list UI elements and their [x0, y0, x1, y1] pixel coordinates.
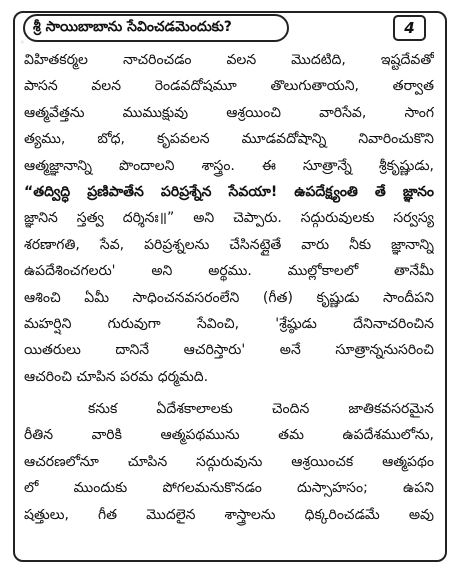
text-line: ఆచరించి చూపిన పరమ ధర్మమది. — [24, 368, 209, 385]
text-line: ఆత్మజ్ఞానాన్ని పొందాలని శాస్త్రం. ఈ సూత్రాన్నే శ్రీకృష్ణుడు, — [24, 157, 434, 174]
text-line: యితరులు దానినే ఆచరిస్తారు' అనే సూత్రాన్ననుసరించి — [24, 342, 434, 359]
sloka-line: “తద్విద్ధి ప్రణిపాతేన పరిప్రశ్నేన సేవయా! ఉపదేక్ష్యంతి తే జ్ఞానం — [24, 183, 434, 200]
text-line: పాసన వలన రెండవదోషమూ తొలుగుతాయని, తర్వాత — [24, 78, 434, 95]
text-line: కనుక ఏదేశకాలాలకు చెందిన జాతికవసరమైన — [88, 401, 434, 418]
text-line: ఆశించి ఏమీ సాధించనవసరంలేని (గీత) కృష్ణుడు సాందీపని — [24, 289, 434, 306]
body-text — [24, 47, 434, 528]
page-title-box — [23, 14, 289, 42]
text-line: మహర్షిని గురువుగా సేవించి, 'శ్రేష్ఠుడు దేనినాచరించిన — [24, 315, 434, 332]
text-line: ఆచరణలోనూ చూపిన సద్గురువును ఆశ్రయించక ఆత్మపథం — [24, 453, 434, 470]
text-line: ఆత్మవేత్తను ముముక్షువు ఆశ్రయించి వారిసేవ, సాంగ — [24, 104, 434, 121]
text-line: విహితకర్మల నాచరించడం వలన మొదటిది, ఇష్టదేవతో — [24, 52, 434, 68]
page-number: 4 — [393, 15, 426, 41]
text-line: లో ముందుకు పోగలమనుకొనడం దుస్సాహసం; ఉపని — [24, 480, 434, 497]
corner-mark: ◦ — [20, 38, 25, 47]
text-line: షత్తులు, గీత మొదలైన శాస్త్రాలను ధిక్కరించడమే అవు — [24, 506, 434, 523]
text-line: శరణాగతి, సేవ, పరిప్రశ్నలను చేసినట్లైతే వారు నీకు జ్ఞానాన్ని — [24, 236, 434, 253]
text-line: రీతిన వారికి ఆత్మపథమును తమ ఉపదేశములోను, — [24, 427, 434, 444]
text-line: త్యము, బోధ, కృపవలన మూడవదోషాన్ని నివారించుకొని — [24, 131, 434, 148]
page-title: శ్రీ సాయిబాబాను సేవించడమెందుకు? — [33, 18, 232, 35]
sloka-line: జ్ఞానిన స్తత్వ దర్శినః॥” అని చెప్పారు. సద్గురువులకు సర్వస్య — [24, 210, 434, 227]
text-line: ఉపదేశించగలరు' అని అర్థము. ముల్లోకాలలో తానేమీ — [24, 263, 434, 280]
